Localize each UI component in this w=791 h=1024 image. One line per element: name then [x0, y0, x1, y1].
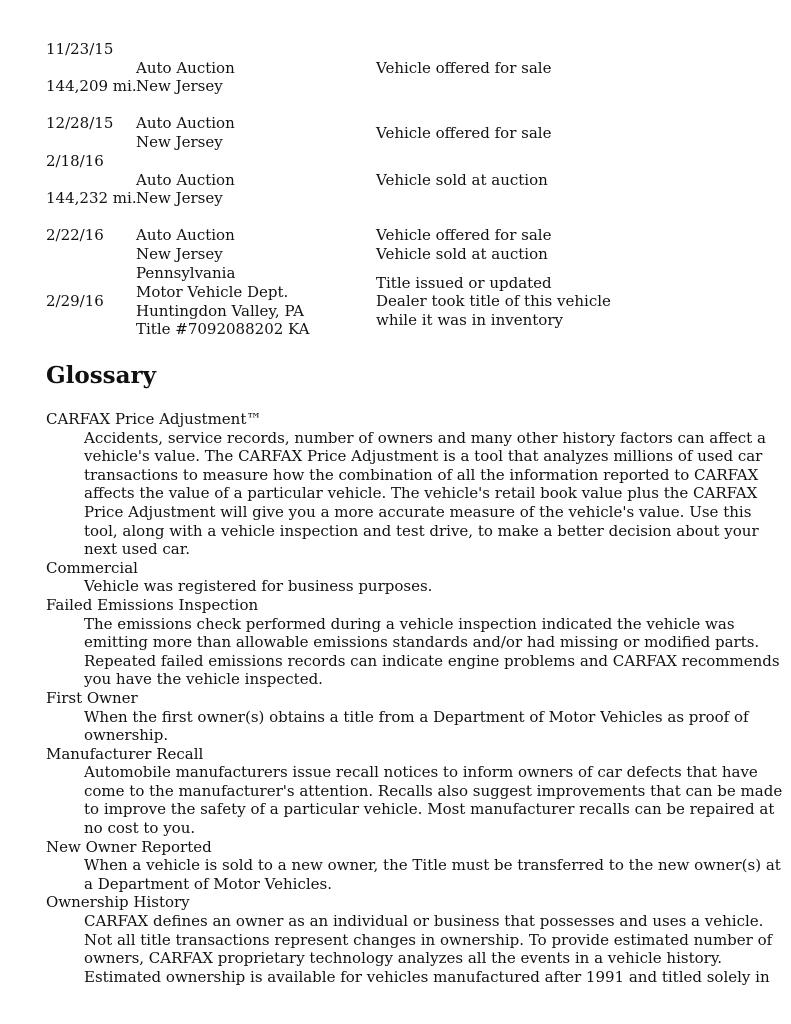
source-line: New Jersey	[136, 77, 223, 96]
record-source	[136, 171, 376, 208]
comment-line: Vehicle offered for sale	[376, 226, 552, 245]
record-source	[136, 264, 376, 338]
record-date-mileage	[46, 40, 136, 96]
source-line: Title #7092088202 KA	[136, 320, 310, 339]
source-line: Huntingdon Valley, PA	[136, 301, 304, 320]
record-source	[136, 226, 376, 263]
record-date: 2/22/16	[46, 226, 104, 244]
source-line: New Jersey	[136, 133, 223, 151]
glossary-term: Ownership History	[46, 893, 190, 912]
source-line: New Jersey	[136, 189, 223, 208]
source-line: Auto Auction	[136, 114, 235, 133]
record-date: 12/28/15	[46, 114, 114, 132]
comment-line: Dealer took title of this vehicle	[376, 292, 611, 311]
comment-line: while it was in inventory	[376, 310, 563, 329]
source-line: Pennsylvania	[136, 264, 236, 283]
record-comments	[376, 226, 766, 263]
comment-line: Vehicle sold at auction	[376, 245, 548, 263]
source-line: Motor Vehicle Dept.	[136, 282, 289, 301]
comment-line: Vehicle sold at auction	[376, 170, 548, 189]
glossary-definition: Vehicle was registered for business purposes.	[84, 577, 433, 596]
comment-line: Vehicle offered for sale	[376, 123, 552, 142]
record-date-mileage	[46, 292, 136, 311]
glossary-heading: Glossary	[46, 362, 157, 389]
glossary-list	[46, 410, 783, 986]
glossary-definition: When the first owner(s) obtains a title from a Department of Motor Vehicles as proof of ownership.	[84, 707, 749, 745]
glossary-definition: CARFAX defines an owner as an individual or business that possesses and uses a vehicle. Not all title transactions represent changes in ownership. To provide estimated number of owners, CARFAX proprietary technology analyzes all the events in a vehicle history. Estimated ownership is available for vehicles manufactured after 1991 and titled solely in	[84, 912, 773, 986]
record-mileage: 144,209 mi.	[46, 77, 137, 96]
glossary-definition: The emissions check performed during a vehicle inspection indicated the vehicle was emitting more than allowable emissions standards and/or had missing or modified parts. Repeated failed emissions records can indicate engine problems and CARFAX recommends you have the vehicle inspected.	[84, 614, 780, 689]
comment-line: Title issued or updated	[376, 273, 552, 292]
history-record	[46, 40, 766, 96]
record-comments	[376, 171, 766, 190]
record-source	[136, 59, 376, 96]
record-comments	[376, 59, 766, 78]
glossary-definition: Automobile manufacturers issue recall notices to inform owners of car defects that have come to the manufacturer's attention. Recalls also suggest improvements that can be made to improve the safety of a particular vehicle. Most manufacturer recalls can be repaired at no cost to you.	[84, 763, 783, 838]
source-line: Auto Auction	[136, 170, 235, 189]
record-comments	[376, 124, 766, 143]
glossary-term: First Owner	[46, 688, 138, 707]
glossary-term: Commercial	[46, 558, 138, 577]
source-line: New Jersey	[136, 245, 223, 263]
record-comments	[376, 274, 766, 330]
glossary-term: New Owner Reported	[46, 837, 212, 856]
comment-line: Vehicle offered for sale	[376, 58, 552, 77]
glossary-term: Failed Emissions Inspection	[46, 595, 259, 614]
record-date-mileage	[46, 114, 136, 133]
record-date: 2/29/16	[46, 292, 104, 311]
record-date-mileage	[46, 226, 136, 245]
glossary-definition: Accidents, service records, number of owners and many other history factors can affect a vehicle's value. The CARFAX Price Adjustment is a tool that analyzes millions of used car transactions to measure how the combination of all the information reported to CARFAX affects the value of a particular vehicle. The vehicle's retail book value plus the CARFAX Price Adjustment will give you a more accurate measure of the vehicle's value. Use this tool, along with a vehicle inspection and test drive, to make a better decision about your next used car.	[84, 428, 766, 559]
glossary-term: CARFAX Price Adjustment™	[46, 410, 262, 428]
record-date: 11/23/15	[46, 40, 114, 58]
glossary-definition: When a vehicle is sold to a new owner, the Title must be transferred to the new owner(s) at a Department of Motor Vehicles.	[84, 856, 781, 893]
history-record	[46, 264, 766, 339]
source-line: Auto Auction	[136, 226, 235, 245]
glossary-term: Manufacturer Recall	[46, 744, 204, 763]
history-record	[46, 226, 766, 264]
record-source	[136, 114, 376, 151]
vehicle-history-records	[46, 40, 766, 339]
source-line: Auto Auction	[136, 58, 235, 77]
record-date-mileage	[46, 152, 136, 208]
record-mileage: 144,232 mi.	[46, 189, 137, 208]
history-record	[46, 152, 766, 208]
history-record	[46, 114, 766, 152]
record-date: 2/18/16	[46, 152, 104, 170]
